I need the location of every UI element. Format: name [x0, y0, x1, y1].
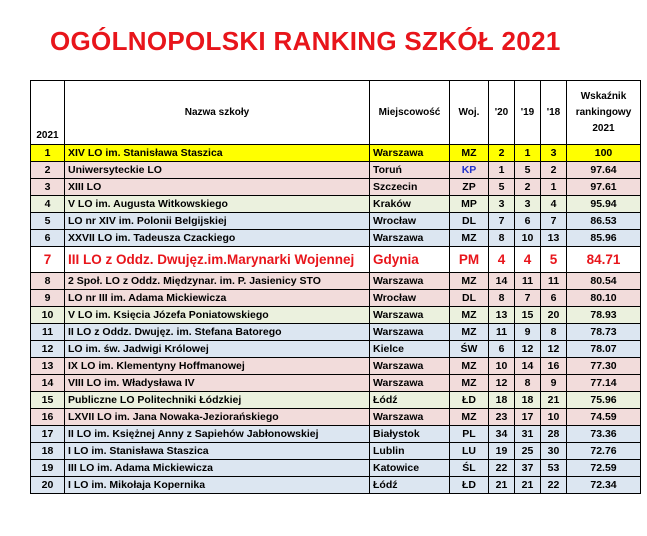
cell-voivodeship: PM	[450, 247, 489, 273]
cell-voivodeship: MZ	[450, 324, 489, 341]
cell-rank-2018: 16	[541, 358, 567, 375]
cell-school-name: II LO im. Księżnej Anny z Sapiehów Jabłonowskiej	[65, 426, 370, 443]
cell-rank-2019: 9	[515, 324, 541, 341]
cell-ranking-index: 72.59	[567, 460, 641, 477]
table-row	[31, 426, 641, 443]
table-row	[31, 409, 641, 426]
table-row	[31, 375, 641, 392]
cell-school-name: LO nr III im. Adama Mickiewicza	[65, 290, 370, 307]
cell-rank-2019: 11	[515, 273, 541, 290]
cell-rank: 8	[31, 273, 65, 290]
cell-city: Łódź	[370, 392, 450, 409]
cell-rank-2018: 3	[541, 145, 567, 162]
cell-voivodeship: MP	[450, 196, 489, 213]
table-row	[31, 443, 641, 460]
cell-rank: 20	[31, 477, 65, 494]
cell-rank-2019: 7	[515, 290, 541, 307]
cell-ranking-index: 72.34	[567, 477, 641, 494]
header-city: Miejscowość	[370, 81, 450, 145]
cell-school-name: V LO im. Księcia Józefa Poniatowskiego	[65, 307, 370, 324]
table-row	[31, 273, 641, 290]
table-row	[31, 341, 641, 358]
cell-voivodeship: DL	[450, 290, 489, 307]
cell-school-name: LO im. św. Jadwigi Królowej	[65, 341, 370, 358]
table-row	[31, 460, 641, 477]
cell-city: Wrocław	[370, 290, 450, 307]
cell-city: Wrocław	[370, 213, 450, 230]
cell-voivodeship: MZ	[450, 273, 489, 290]
cell-rank-2019: 31	[515, 426, 541, 443]
cell-school-name: Publiczne LO Politechniki Łódzkiej	[65, 392, 370, 409]
cell-rank-2020: 11	[489, 324, 515, 341]
cell-voivodeship: MZ	[450, 375, 489, 392]
cell-rank-2019: 10	[515, 230, 541, 247]
cell-city: Warszawa	[370, 307, 450, 324]
cell-ranking-index: 75.96	[567, 392, 641, 409]
cell-school-name: Uniwersyteckie LO	[65, 162, 370, 179]
cell-city: Warszawa	[370, 358, 450, 375]
cell-rank: 17	[31, 426, 65, 443]
cell-rank-2019: 37	[515, 460, 541, 477]
cell-ranking-index: 78.73	[567, 324, 641, 341]
table-row	[31, 290, 641, 307]
cell-rank: 13	[31, 358, 65, 375]
cell-rank-2019: 8	[515, 375, 541, 392]
cell-rank: 4	[31, 196, 65, 213]
table-row	[31, 230, 641, 247]
table-header-row	[31, 81, 641, 145]
cell-rank-2020: 5	[489, 179, 515, 196]
cell-rank-2020: 19	[489, 443, 515, 460]
cell-rank-2020: 13	[489, 307, 515, 324]
header-rank-2021: 2021	[31, 81, 65, 145]
cell-ranking-index: 97.64	[567, 162, 641, 179]
cell-rank-2019: 5	[515, 162, 541, 179]
cell-rank: 11	[31, 324, 65, 341]
cell-school-name: LO nr XIV im. Polonii Belgijskiej	[65, 213, 370, 230]
cell-city: Kraków	[370, 196, 450, 213]
cell-rank-2018: 53	[541, 460, 567, 477]
cell-city: Warszawa	[370, 273, 450, 290]
cell-rank: 19	[31, 460, 65, 477]
cell-rank-2019: 4	[515, 247, 541, 273]
table-row	[31, 392, 641, 409]
cell-city: Warszawa	[370, 145, 450, 162]
cell-rank: 9	[31, 290, 65, 307]
cell-school-name: II LO z Oddz. Dwujęz. im. Stefana Batorego	[65, 324, 370, 341]
cell-rank-2019: 25	[515, 443, 541, 460]
table-row	[31, 213, 641, 230]
cell-voivodeship: KP	[450, 162, 489, 179]
table-row	[31, 247, 641, 273]
cell-rank-2020: 10	[489, 358, 515, 375]
cell-rank-2019: 17	[515, 409, 541, 426]
cell-rank: 6	[31, 230, 65, 247]
cell-rank: 15	[31, 392, 65, 409]
cell-ranking-index: 77.30	[567, 358, 641, 375]
cell-city: Warszawa	[370, 230, 450, 247]
cell-ranking-index: 80.10	[567, 290, 641, 307]
cell-rank-2019: 2	[515, 179, 541, 196]
cell-rank-2018: 5	[541, 247, 567, 273]
cell-rank-2020: 8	[489, 230, 515, 247]
cell-rank-2018: 1	[541, 179, 567, 196]
cell-ranking-index: 100	[567, 145, 641, 162]
cell-city: Warszawa	[370, 375, 450, 392]
cell-rank-2018: 21	[541, 392, 567, 409]
cell-rank-2018: 12	[541, 341, 567, 358]
table-body	[31, 145, 641, 494]
cell-rank-2020: 7	[489, 213, 515, 230]
cell-rank-2018: 8	[541, 324, 567, 341]
cell-rank: 7	[31, 247, 65, 273]
header-voivodeship: Woj.	[450, 81, 489, 145]
cell-ranking-index: 77.14	[567, 375, 641, 392]
cell-rank-2020: 21	[489, 477, 515, 494]
cell-ranking-index: 86.53	[567, 213, 641, 230]
cell-city: Kielce	[370, 341, 450, 358]
cell-rank: 10	[31, 307, 65, 324]
table-row	[31, 162, 641, 179]
cell-rank-2018: 7	[541, 213, 567, 230]
cell-voivodeship: ŁD	[450, 477, 489, 494]
cell-rank-2020: 1	[489, 162, 515, 179]
header-ranking-index: Wskaźnik rankingowy 2021	[567, 81, 641, 145]
cell-rank: 3	[31, 179, 65, 196]
cell-voivodeship: PL	[450, 426, 489, 443]
cell-rank-2018: 22	[541, 477, 567, 494]
ranking-table	[30, 80, 641, 494]
table-row	[31, 145, 641, 162]
cell-rank-2019: 3	[515, 196, 541, 213]
cell-ranking-index: 78.93	[567, 307, 641, 324]
cell-voivodeship: ŚW	[450, 341, 489, 358]
cell-rank: 12	[31, 341, 65, 358]
cell-school-name: IX LO im. Klementyny Hoffmanowej	[65, 358, 370, 375]
cell-rank-2020: 4	[489, 247, 515, 273]
cell-voivodeship: ŁD	[450, 392, 489, 409]
header-year-19: '19	[515, 81, 541, 145]
cell-ranking-index: 72.76	[567, 443, 641, 460]
cell-rank-2020: 14	[489, 273, 515, 290]
cell-city: Szczecin	[370, 179, 450, 196]
cell-voivodeship: MZ	[450, 358, 489, 375]
cell-rank: 18	[31, 443, 65, 460]
header-year-18: '18	[541, 81, 567, 145]
table-row	[31, 477, 641, 494]
cell-rank-2020: 2	[489, 145, 515, 162]
page-title: OGÓLNOPOLSKI RANKING SZKÓŁ 2021	[50, 26, 561, 56]
cell-school-name: I LO im. Stanisława Staszica	[65, 443, 370, 460]
cell-rank-2020: 3	[489, 196, 515, 213]
cell-rank: 16	[31, 409, 65, 426]
cell-voivodeship: DL	[450, 213, 489, 230]
cell-city: Białystok	[370, 426, 450, 443]
cell-rank-2018: 13	[541, 230, 567, 247]
cell-ranking-index: 95.94	[567, 196, 641, 213]
cell-school-name: XIV LO im. Stanisława Staszica	[65, 145, 370, 162]
cell-school-name: 2 Społ. LO z Oddz. Międzynar. im. P. Jasienicy STO	[65, 273, 370, 290]
cell-rank-2020: 23	[489, 409, 515, 426]
table-row	[31, 324, 641, 341]
cell-rank: 1	[31, 145, 65, 162]
cell-rank-2020: 6	[489, 341, 515, 358]
cell-rank-2019: 15	[515, 307, 541, 324]
cell-rank-2018: 9	[541, 375, 567, 392]
header-year-20: '20	[489, 81, 515, 145]
header-school-name: Nazwa szkoły	[65, 81, 370, 145]
cell-voivodeship: MZ	[450, 230, 489, 247]
cell-city: Łódź	[370, 477, 450, 494]
cell-rank-2020: 8	[489, 290, 515, 307]
cell-rank-2018: 2	[541, 162, 567, 179]
cell-ranking-index: 78.07	[567, 341, 641, 358]
cell-city: Warszawa	[370, 324, 450, 341]
cell-rank-2018: 11	[541, 273, 567, 290]
cell-city: Lublin	[370, 443, 450, 460]
cell-school-name: I LO im. Mikołaja Kopernika	[65, 477, 370, 494]
cell-ranking-index: 74.59	[567, 409, 641, 426]
cell-rank-2019: 21	[515, 477, 541, 494]
cell-city: Katowice	[370, 460, 450, 477]
cell-rank: 5	[31, 213, 65, 230]
cell-city: Warszawa	[370, 409, 450, 426]
cell-ranking-index: 97.61	[567, 179, 641, 196]
cell-school-name: XXVII LO im. Tadeusza Czackiego	[65, 230, 370, 247]
cell-rank-2020: 18	[489, 392, 515, 409]
cell-rank-2020: 22	[489, 460, 515, 477]
table-row	[31, 196, 641, 213]
cell-school-name: XIII LO	[65, 179, 370, 196]
cell-voivodeship: MZ	[450, 409, 489, 426]
cell-rank: 14	[31, 375, 65, 392]
cell-voivodeship: LU	[450, 443, 489, 460]
cell-voivodeship: ŚL	[450, 460, 489, 477]
cell-city: Toruń	[370, 162, 450, 179]
cell-rank-2018: 10	[541, 409, 567, 426]
cell-voivodeship: MZ	[450, 145, 489, 162]
cell-rank-2018: 4	[541, 196, 567, 213]
table-row	[31, 307, 641, 324]
cell-city: Gdynia	[370, 247, 450, 273]
cell-ranking-index: 73.36	[567, 426, 641, 443]
cell-rank-2018: 30	[541, 443, 567, 460]
cell-school-name: LXVII LO im. Jana Nowaka-Jeziorańskiego	[65, 409, 370, 426]
cell-ranking-index: 84.71	[567, 247, 641, 273]
cell-rank-2018: 28	[541, 426, 567, 443]
cell-rank-2018: 20	[541, 307, 567, 324]
table-row	[31, 358, 641, 375]
cell-rank-2020: 34	[489, 426, 515, 443]
cell-school-name: III LO im. Adama Mickiewicza	[65, 460, 370, 477]
cell-rank-2019: 12	[515, 341, 541, 358]
cell-rank-2019: 1	[515, 145, 541, 162]
cell-rank-2019: 18	[515, 392, 541, 409]
cell-rank: 2	[31, 162, 65, 179]
cell-rank-2018: 6	[541, 290, 567, 307]
cell-rank-2020: 12	[489, 375, 515, 392]
cell-voivodeship: MZ	[450, 307, 489, 324]
cell-rank-2019: 6	[515, 213, 541, 230]
cell-school-name: III LO z Oddz. Dwujęz.im.Marynarki Wojennej	[65, 247, 370, 273]
cell-school-name: V LO im. Augusta Witkowskiego	[65, 196, 370, 213]
cell-voivodeship: ZP	[450, 179, 489, 196]
cell-school-name: VIII LO im. Władysława IV	[65, 375, 370, 392]
cell-ranking-index: 85.96	[567, 230, 641, 247]
table-row	[31, 179, 641, 196]
cell-rank-2019: 14	[515, 358, 541, 375]
cell-ranking-index: 80.54	[567, 273, 641, 290]
